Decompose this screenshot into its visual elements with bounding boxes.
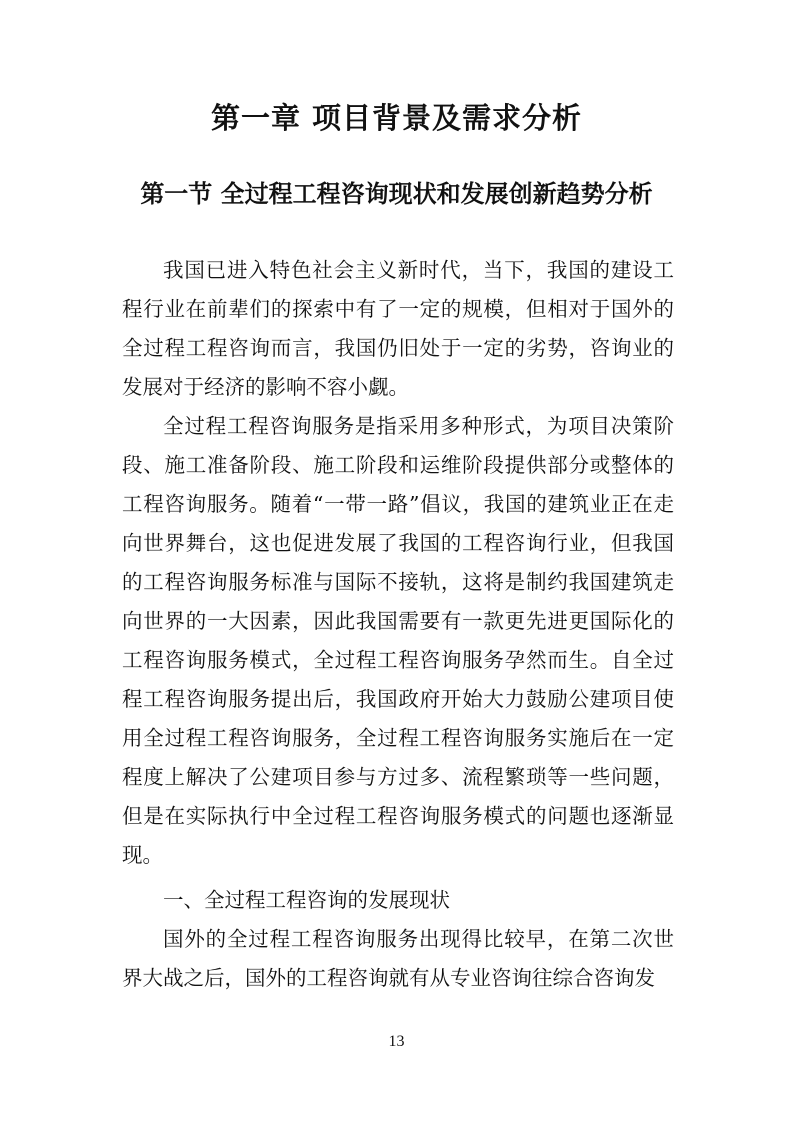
subsection-heading: 一、全过程工程咨询的发展现状 (163, 888, 450, 912)
body-paragraph-2: 全过程工程咨询服务是指采用多种形式，为项目决策阶段、施工准备阶段、施工阶段和运维阶段提供部分或整体的工程咨询服务。随着“一带一路”倡议，我国的建筑业正在走向世界舞台，这也促进发展了我国的工程咨询行业，但我国的工程咨询服务标准与国际不接轨，这将是制约我国建筑走向世界的一大因素，因此我国需要有一款更先进更国际化的工程咨询服务模式，全过程工程咨询服务孕然而生。自全过程工程咨询服务提出后，我国政府开始大力鼓励公建项目使用全过程工程咨询服务，全过程工程咨询服务实施后在一定程度上解决了公建项目参与方过多、流程繁琐等一些问题，但是在实际执行中全过程工程咨询服务模式的问题也逐渐显现。 (122, 414, 674, 867)
chapter-title: 第一章 项目背景及需求分析 (210, 101, 583, 135)
section-title: 第一节 全过程工程咨询现状和发展创新趋势分析 (140, 180, 653, 208)
body-paragraph-3: 国外的全过程工程咨询服务出现得比较早，在第二次世界大战之后，国外的工程咨询就有从专业咨询往综合咨询发 (122, 927, 674, 990)
body-paragraph-1: 我国已进入特色社会主义新时代，当下，我国的建设工程行业在前辈们的探索中有了一定的规模，但相对于国外的全过程工程咨询而言，我国仍旧处于一定的劣势，咨询业的发展对于经济的影响不容小觑。 (122, 258, 674, 399)
page-number: 13 (388, 1033, 405, 1050)
